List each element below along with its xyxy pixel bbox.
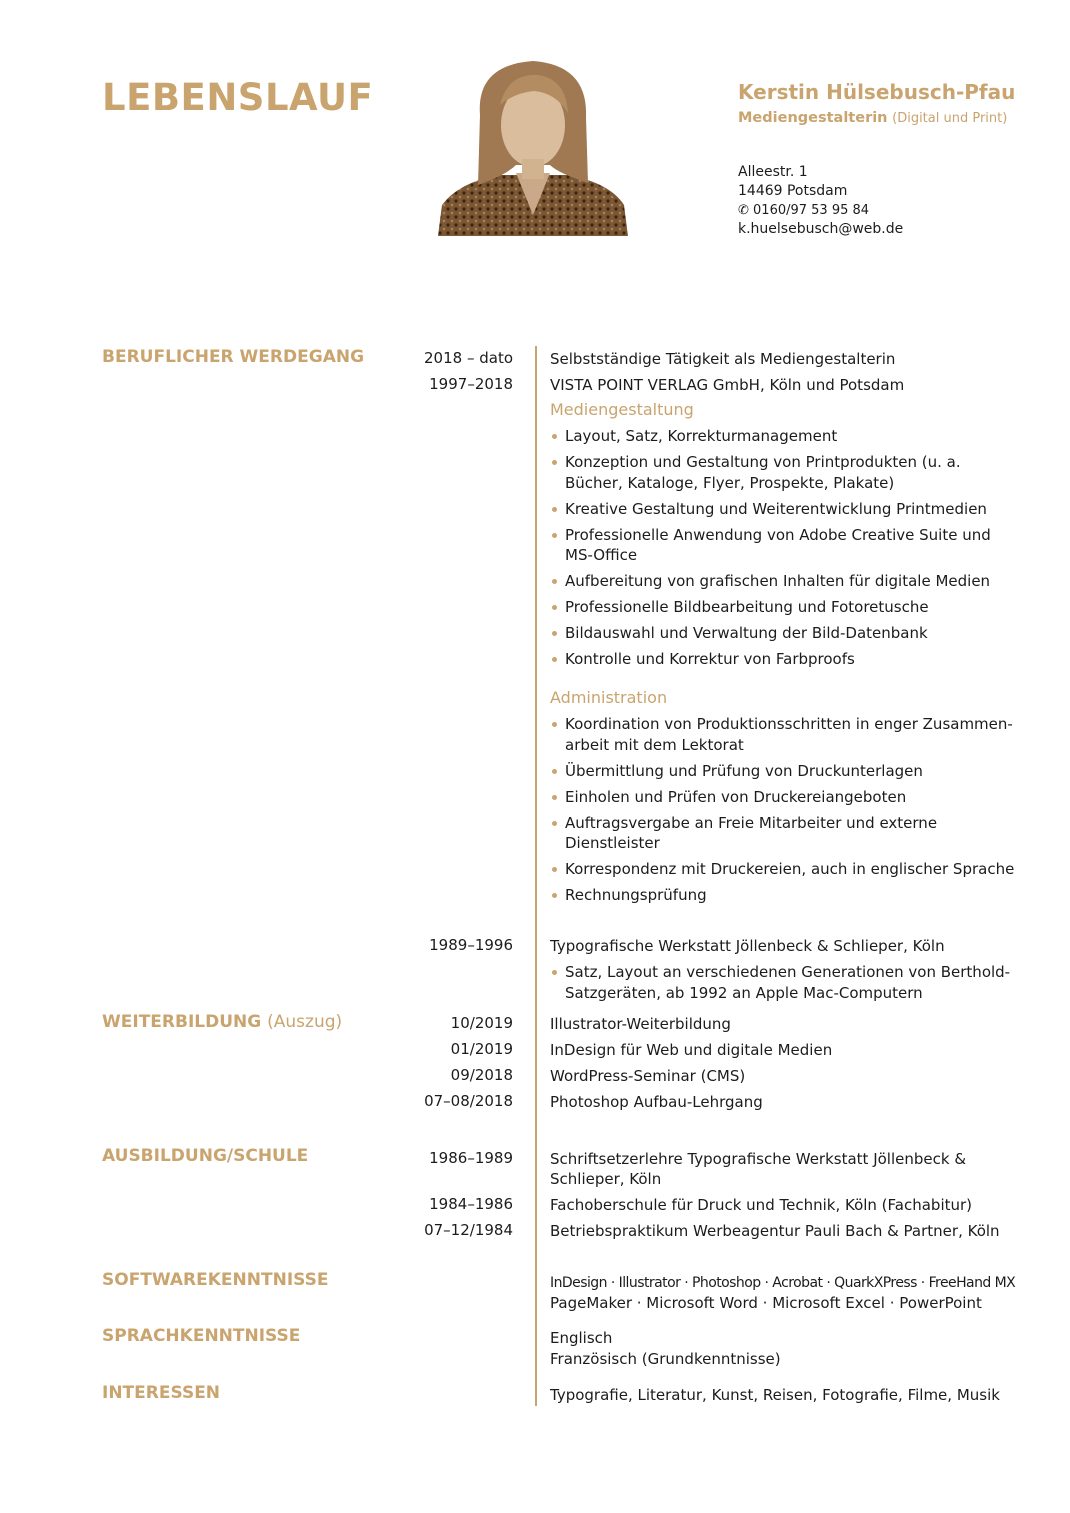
list-item: Konzeption und Gestaltung von Printprodukten (u. a. Bücher, Kataloge, Flyer, Prospekte, Plakate) bbox=[550, 452, 1020, 493]
career-entry-3: Typografische Werkstatt Jöllenbeck & Schlieper, Köln bbox=[550, 937, 945, 955]
list-item: Übermittlung und Prüfung von Druckunterlagen bbox=[550, 761, 1020, 782]
section-training-heading bbox=[102, 1012, 342, 1032]
list-item: Auftragsvergabe an Freie Mitarbeiter und externe Dienstleister bbox=[550, 813, 1020, 854]
phone-number: ✆ 0160/97 53 95 84 bbox=[738, 203, 870, 218]
page-title: LEBENSLAUF bbox=[102, 76, 374, 119]
education-entry-3-prefix: Betriebspraktikum bbox=[550, 1222, 689, 1240]
career-list-admin bbox=[550, 714, 1020, 911]
career-entry-2: VISTA POINT VERLAG GmbH, Köln und Potsdam bbox=[550, 376, 905, 394]
career-date-1: 2018 – dato bbox=[424, 349, 513, 367]
list-item: Korrespondenz mit Druckereien, auch in englischer Sprache bbox=[550, 859, 1020, 880]
list-item: Koordination von Produktionsschritten in enger Zusammen-arbeit mit dem Lektorat bbox=[550, 714, 1020, 755]
interests-text: Typografie, Literatur, Kunst, Reisen, Fotografie, Filme, Musik bbox=[550, 1386, 1000, 1404]
education-entry-3-institution: Werbeagentur Pauli Bach & Partner, Köln bbox=[693, 1222, 1000, 1240]
training-entry-2: InDesign für Web und digitale Medien bbox=[550, 1041, 833, 1059]
career-date-2: 1997–2018 bbox=[429, 375, 513, 393]
language-1: Englisch bbox=[550, 1329, 613, 1347]
profession bbox=[738, 110, 1007, 126]
career-subheading-admin: Administration bbox=[550, 688, 668, 707]
contact-block bbox=[738, 163, 903, 239]
list-item: Layout, Satz, Korrekturmanagement bbox=[550, 426, 1020, 447]
list-item: Satz, Layout an verschiedenen Generationen von Berthold-Satzgeräten, ab 1992 an Apple Mac-Computern bbox=[550, 962, 1020, 1003]
profession-note: (Digital und Print) bbox=[892, 111, 1008, 126]
education-date-3: 07–12/1984 bbox=[424, 1221, 513, 1239]
language-2: Französisch (Grundkenntnisse) bbox=[550, 1350, 781, 1368]
list-item: Rechnungsprüfung bbox=[550, 885, 1020, 906]
address-street: Alleestr. 1 bbox=[738, 164, 808, 180]
list-item: Bildauswahl und Verwaltung der Bild-Datenbank bbox=[550, 623, 1020, 644]
training-date-1: 10/2019 bbox=[450, 1014, 513, 1032]
training-entry-4: Photoshop Aufbau-Lehrgang bbox=[550, 1093, 763, 1111]
list-item: Professionelle Bildbearbeitung und Fotoretusche bbox=[550, 597, 1020, 618]
education-entry-1 bbox=[550, 1149, 990, 1189]
training-entry-1: Illustrator-Weiterbildung bbox=[550, 1015, 731, 1033]
education-entry-1-institution: Typografische Werkstatt Jöllenbeck & Schlieper, Köln bbox=[550, 1150, 967, 1188]
list-item: Professionelle Anwendung von Adobe Creative Suite und MS-Office bbox=[550, 525, 1020, 566]
portrait-photo bbox=[438, 55, 628, 236]
section-training-title: WEITERBILDUNG bbox=[102, 1012, 262, 1032]
email-address: k.huelsebusch@web.de bbox=[738, 221, 904, 237]
profession-title: Mediengestalterin bbox=[738, 110, 888, 126]
section-training-note: (Auszug) bbox=[267, 1012, 343, 1032]
career-list-typo bbox=[550, 962, 1020, 1009]
training-entry-3: WordPress-Seminar (CMS) bbox=[550, 1067, 746, 1085]
section-software-heading: SOFTWAREKENNTNISSE bbox=[102, 1270, 329, 1290]
section-languages-heading: SPRACHKENNTNISSE bbox=[102, 1326, 301, 1346]
section-education-heading: AUSBILDUNG/SCHULE bbox=[102, 1146, 309, 1166]
address-city: 14469 Potsdam bbox=[738, 183, 848, 199]
timeline-divider bbox=[535, 346, 537, 1406]
career-list-design bbox=[550, 426, 1020, 675]
education-entry-3 bbox=[550, 1221, 1020, 1241]
education-entry-1-prefix: Schriftsetzerlehre bbox=[550, 1150, 683, 1168]
education-entry-2: Fachoberschule für Druck und Technik, Köln (Fachabitur) bbox=[550, 1196, 973, 1214]
section-interests-heading: INTERESSEN bbox=[102, 1383, 221, 1403]
education-date-2: 1984–1986 bbox=[429, 1195, 513, 1213]
list-item: Einholen und Prüfen von Druckereiangeboten bbox=[550, 787, 1020, 808]
section-career-heading: BERUFLICHER WERDEGANG bbox=[102, 347, 365, 367]
training-date-4: 07–08/2018 bbox=[424, 1092, 513, 1110]
career-entry-1: Selbstständige Tätigkeit als Mediengestalterin bbox=[550, 350, 896, 368]
education-date-1: 1986–1989 bbox=[429, 1149, 513, 1167]
career-date-3: 1989–1996 bbox=[429, 936, 513, 954]
person-name: Kerstin Hülsebusch-Pfau bbox=[738, 80, 1016, 104]
list-item: Aufbereitung von grafischen Inhalten für digitale Medien bbox=[550, 571, 1020, 592]
software-line-2: PageMaker · Microsoft Word · Microsoft Excel · PowerPoint bbox=[550, 1294, 982, 1312]
software-line-1: InDesign · Illustrator · Photoshop · Acrobat · QuarkXPress · FreeHand MX bbox=[550, 1275, 1016, 1291]
list-item: Kreative Gestaltung und Weiterentwicklung Printmedien bbox=[550, 499, 1020, 520]
training-date-2: 01/2019 bbox=[450, 1040, 513, 1058]
list-item: Kontrolle und Korrektur von Farbproofs bbox=[550, 649, 1020, 670]
career-subheading-design: Mediengestaltung bbox=[550, 400, 694, 419]
training-date-3: 09/2018 bbox=[450, 1066, 513, 1084]
